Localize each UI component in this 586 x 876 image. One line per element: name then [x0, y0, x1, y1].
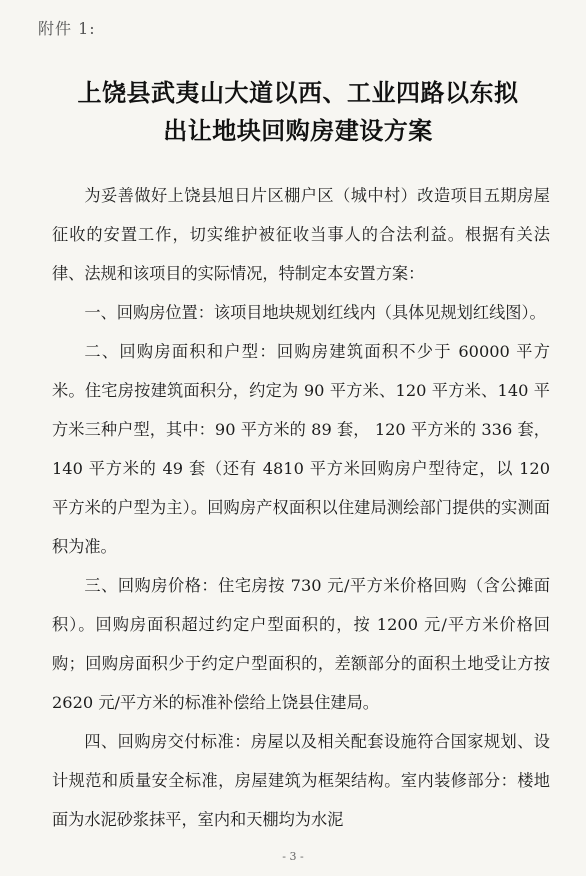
paragraph-intro: 为妥善做好上饶县旭日片区棚户区（城中村）改造项目五期房屋征收的安置工作，切实维护被征收当事人的合法利益。根据有关法律、法规和该项目的实际情况，特制定本安置方案：	[52, 186, 550, 283]
document-title	[40, 74, 556, 150]
document-body	[52, 176, 550, 839]
title-line-2: 出让地块回购房建设方案	[163, 116, 433, 145]
paragraph-delivery: 四、回购房交付标准：房屋以及相关配套设施符合国家规划、设计规范和质量安全标准，房屋建筑为框架结构。室内装修部分：楼地面为水泥砂浆抹平，室内和天棚均为水泥	[52, 732, 550, 829]
paragraph-location: 一、回购房位置：该项目地块规划红线内（具体见规划红线图）。	[84, 303, 546, 322]
title-line-1: 上饶县武夷山大道以西、工业四路以东拟	[77, 78, 519, 107]
page-number: - 3 -	[282, 850, 304, 863]
attachment-label: 附件 1:	[38, 19, 96, 38]
paragraph-area: 二、回购房面积和户型：回购房建筑面积不少于 60000 平方米。住宅房按建筑面积分，约定为 90 平方米、120 平方米、140 平方米三种户型，其中：90 平方米的 89 套， 120 平方米的 336 套，140 平方米的 49 套（还有 4810 平方米回购房户型待定，以 120 平方米的户型为主）。回购房产权面积以住建局测绘部门提供的实测面积为准。	[52, 342, 550, 556]
paragraph-price: 三、回购房价格：住宅房按 730 元/平方米价格回购（含公摊面积）。回购房面积超过约定户型面积的，按 1200 元/平方米价格回购；回购房面积少于约定户型面积的，差额部分的面积土地受让方按 2620 元/平方米的标准补偿给上饶县住建局。	[52, 576, 550, 712]
